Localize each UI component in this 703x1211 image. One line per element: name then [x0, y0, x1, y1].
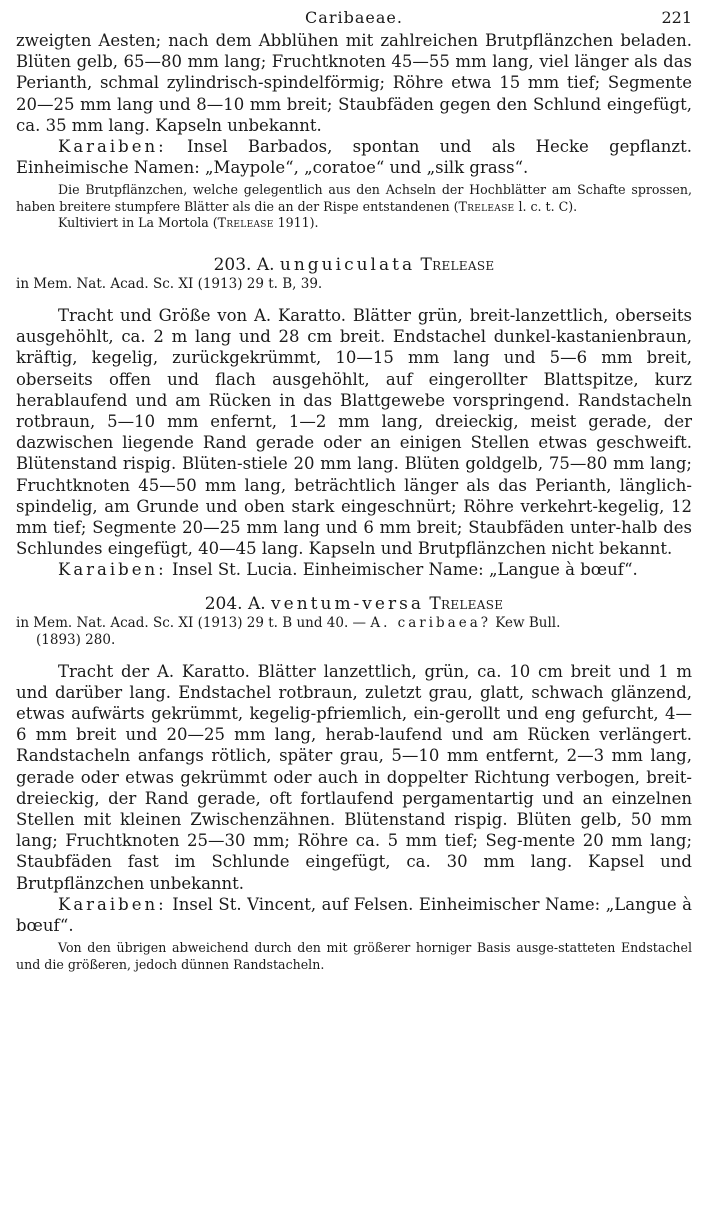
footnote-204: Von den übrigen abweichend durch den mit größerer horniger Basis ausge-statteten Endstachel und die größeren, jedoch dünnen Randstacheln. [16, 940, 692, 972]
species-author: Trelease [429, 593, 504, 614]
citation-text: in Mem. Nat. Acad. Sc. XI (1913) 29 t. B und 40. — [16, 614, 371, 631]
distribution-barbados [16, 136, 692, 178]
description-203: Tracht und Größe von A. Karatto. Blätter grün, breit-lanzettlich, oberseits ausgehöhlt, ca. 2 m lang und 28 cm breit. Endstachel dunkel-kastanienbraun, kräftig, kegelig, zurückgekrümmt, 10—15 mm lang und 5—6 mm breit, oberseits offen und flach ausgehöhlt, auf eingerollter Blattspitze, kurz herablaufend und am Rücken in das Blattgewebe vorspringend. Randstacheln rotbraun, 5—10 mm enfernt, 1—2 mm lang, dreieckig, meist gerade, der dazwischen liegende Rand gerade oder an einigen Stellen etwas geschweift. Blütenstand rispig. Blüten-stiele 20 mm lang. Blüten goldgelb, 75—80 mm lang; Fruchtknoten 45—50 mm lang, beträchtlich länger als das Perianth, länglich-spindelig, am Grunde und oben stark eingeschnürt; Röhre verkehrt-kegelig, 12 mm tief; Segmente 20—25 mm lang und 6 mm breit; Staubfäden unter-halb des Schlundes eingefügt, 40—45 lang. Kapseln und Brutpflänzchen nicht bekannt. [16, 305, 692, 559]
distribution-text: Insel St. Lucia. Einheimischer Name: „Langue à bœuf“. [171, 560, 638, 580]
distribution-text: Insel St. Vincent, auf Felsen. Einheimischer Name: „Langue à bœuf“. [16, 894, 693, 935]
citation-text-end: (1893) 280. [36, 631, 116, 648]
distribution-text: Insel Barbados, spontan und als Hecke gepflanzt. Einheimische Namen: „Maypole“, „coratoe“ und „silk grass“. [16, 137, 693, 178]
species-number: 203. A. [213, 254, 275, 275]
footnote-text: Die Brutpflänzchen, welche gelegentlich aus den Achseln der Hochblätter am Schafte sprossen, haben breitere stumpfere Blätter als die an der Rispe entstandenen ( [16, 182, 692, 214]
synonym: A. caribaea? [370, 614, 492, 631]
region-label: Karaiben: [58, 894, 167, 914]
species-name: ventum-versa [271, 593, 424, 614]
species-number: 204. A. [204, 593, 266, 614]
distribution-st-lucia [16, 559, 692, 580]
author-ref: Trelease [217, 215, 274, 231]
page-header [16, 8, 692, 30]
footnote-text-end: l. c. t. C). [514, 198, 578, 214]
description-204: Tracht der A. Karatto. Blätter lanzettlich, grün, ca. 10 cm breit und 1 m und darüber lang. Endstachel rotbraun, zuletzt grau, glatt, schwach glänzend, etwas aufwärts gekrümmt, kegelig-pfriemlich, ein-gerollt und eng gefurcht, 4—6 mm breit und 20—25 mm lang, herab-laufend und am Rücken verlängert. Randstacheln anfangs rötlich, später grau, 5—10 mm entfernt, 2—3 mm lang, gerade oder etwas gekrümmt oder auch in doppelter Richtung verbogen, breit-dreieckig, der Rand gerade, oft fortlaufend pergamentartig und an einzelnen Stellen mit kleinen Zwischenzähnen. Blütenstand rispig. Blüten gelb, 50 mm lang; Fruchtknoten 25—30 mm; Röhre ca. 5 mm tief; Seg-mente 20 mm lang; Staubfäden fast im Schlunde eingefügt, ca. 30 mm lang. Kapsel und Brutpflänzchen unbekannt. [16, 661, 692, 893]
distribution-st-vincent [16, 894, 692, 936]
document-page [16, 8, 692, 973]
citation-204 [16, 615, 692, 649]
footnote-brutpflanzen [16, 182, 692, 215]
page-number: 221 [661, 8, 692, 27]
citation-203: in Mem. Nat. Acad. Sc. XI (1913) 29 t. B, 39. [16, 275, 323, 292]
region-label: Karaiben: [58, 137, 167, 157]
footnote-cultivated [16, 215, 692, 232]
cultivated-text: Kultiviert in La Mortola ( [58, 215, 218, 231]
species-heading-203 [16, 254, 692, 276]
species-name: unguiculata [279, 254, 416, 275]
species-author: Trelease [420, 254, 495, 275]
cultivated-text-end: 1911). [273, 215, 319, 231]
region-label: Karaiben: [58, 560, 167, 580]
author-ref: Trelease [458, 198, 515, 214]
citation-text-mid: Kew Bull. [491, 614, 561, 631]
continued-description: zweigten Aesten; nach dem Abblühen mit zahlreichen Brutpflänzchen beladen. Blüten gelb, 65—80 mm lang; Fruchtknoten 45—55 mm lang, viel länger als das Perianth, schmal zylindrisch-spindelförmig; Röhre etwa 15 mm tief; Segmente 20—25 mm lang und 8—10 mm breit; Staubfäden gegen den Schlund eingefügt, ca. 35 mm lang. Kapseln unbekannt. [16, 31, 692, 135]
running-title: Caribaeae. [305, 8, 403, 27]
species-heading-204 [16, 593, 692, 615]
